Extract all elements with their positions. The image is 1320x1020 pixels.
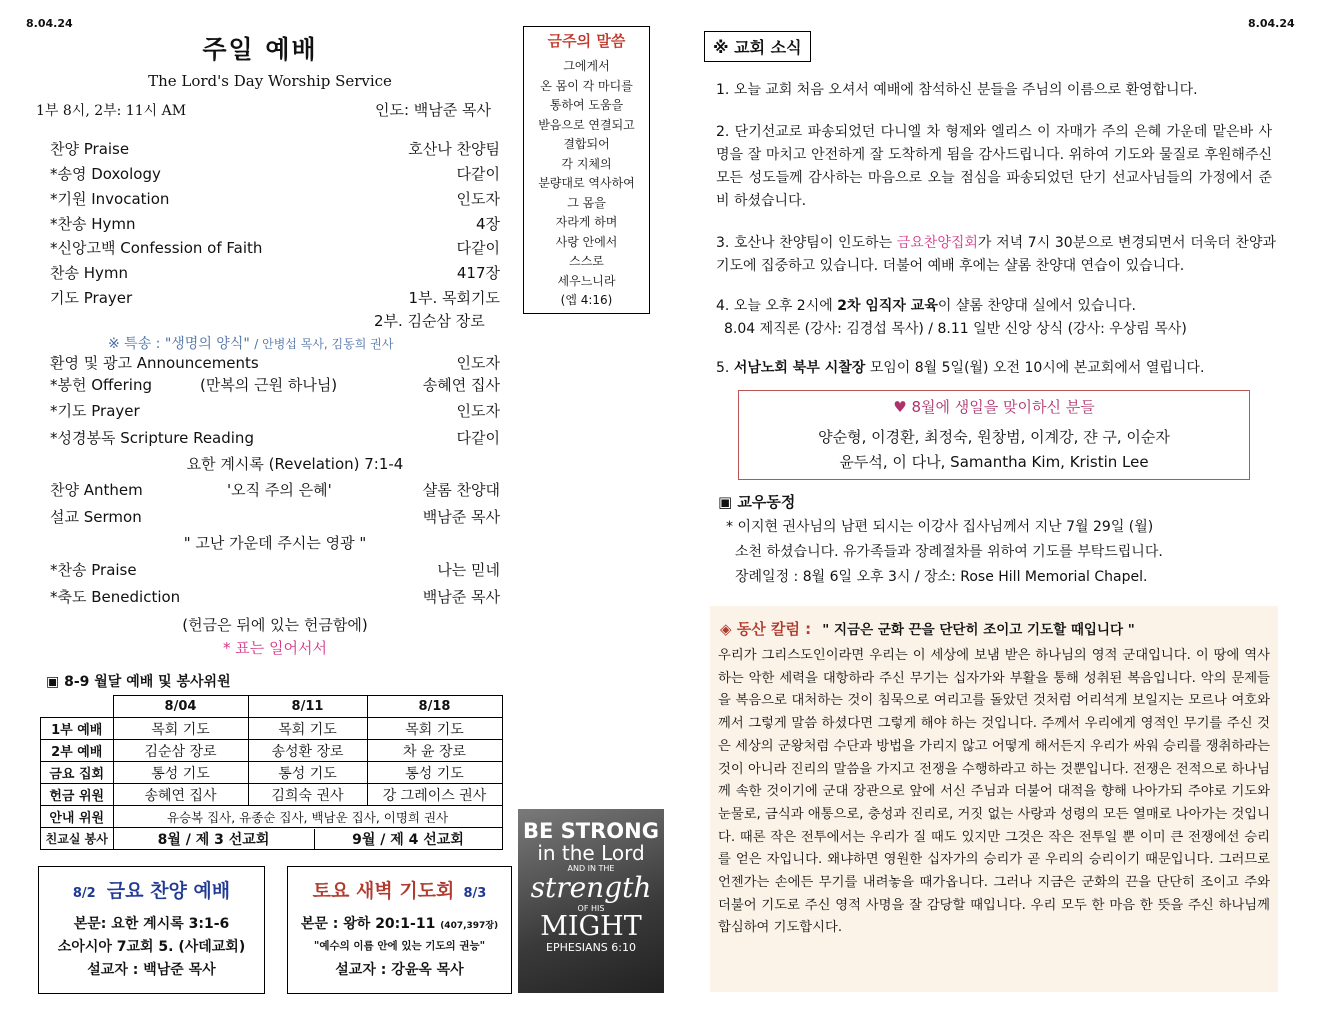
column-body: 우리가 그리스도인이라면 우리는 이 세상에 보냄 받은 하나님의 영적 군대입니다. 이 땅에 역사하는 악한 세력을 대항하라 주신 무기는 십자가와 부활을 통해 성취된 복음입니다. 악의 문제들을 복음으로 대처하는 것이 침묵으로 여리고를 돌았던 것처럼 어리석게 보일지는 모르나 여호와께서 그렇게 말씀 하셨다면 그렇게 해야 하는 것입니다. 주께서 우리에게 영적인 무기를 주신 것은 세상의 군왕처럼 수단과 방법을 가리지 않고 어떻게 해서든지 우리가 싸워 승리를 쟁취하라는 것이 아니라 진리의 말씀을 가지고 전쟁을 수행하라고 하는 것뿐입니다. 전쟁은 전적으로 하나님께 속한 것이기에 군대 장관으로 앞에 서신 주님과 더불어 대적을 향해 나아가되 주야로 기도와 눈물로, 금식과 애통으로, 충성과 진리로, 거짓 없는 사랑과 성령의 모든 열매로 나아가는 것입니다. 때론 작은 전투에서는 우리가 질 때도 있지만 그것은 작은 전투일 뿐 이미 큰 전쟁에선 승리를 얻은 자입니다. 왜냐하면 영원한 십자가의 승리가 곧 우리의 승리이기 때문입니다. 그러므로 언젠가는 손에든 무기를 내려놓을 때가옵니다. 그러나 지금은 군화의 끈을 단단히 조이고 주와 더불어 기도로 주신 영적 사명을 잘 감당할 때입니다. 우리 모두 한 마음 한 뜻을 주신 하나님께 합심하여 기도합시다.: [718, 648, 1270, 936]
verse-line: 통하여 도움을: [549, 98, 624, 112]
table-cell: 통성 기도: [113, 762, 248, 784]
schedule-heading: ▣ 8-9 월달 예배 및 봉사위원: [46, 674, 231, 690]
table-cell: 목회 기도: [113, 718, 248, 740]
verse-line: 그 몸을: [567, 195, 606, 210]
table-header: 8/04: [113, 696, 248, 718]
order-item: 환영 및 광고 Announcements 인도자: [50, 354, 500, 372]
row-label: 1부 예배: [41, 718, 114, 740]
table-header: 8/11: [248, 696, 367, 718]
table-cell: 목회 기도: [248, 718, 367, 740]
poster-line: AND IN THE: [567, 864, 615, 873]
table-cell: 통성 기도: [248, 762, 367, 784]
service-times: 1부 8시, 2부: 11시 AM: [36, 103, 187, 119]
birthday-names: 양순형, 이경환, 최정숙, 원창범, 이계강, 쟌 구, 이순자: [818, 428, 1170, 446]
offering-note: (헌금은 뒤에 있는 헌금함에): [182, 616, 368, 634]
saturday-prayer-box: [287, 866, 512, 994]
friday-text: 본문: 요한 계시록 3:1-6: [73, 916, 230, 932]
table-cell: 김희숙 권사: [248, 784, 367, 806]
row-label: 금요 집회: [41, 762, 114, 784]
birthday-box: [738, 390, 1250, 480]
page-subtitle: The Lord's Day Worship Service: [148, 72, 392, 90]
order-item: *찬송 Praise 나는 믿네: [50, 561, 500, 579]
news-item-5: 5. 서남노회 북부 시찰장 모임이 8월 5일(월) 오전 10시에 본교회에서 열립니다.: [716, 360, 1205, 376]
poster-line: in the Lord: [537, 841, 645, 865]
condolence-line: 소천 하셨습니다. 유가족들과 장례절차를 위하여 기도를 부탁드립니다.: [735, 544, 1163, 560]
verse-title: 금주의 말씀: [547, 32, 626, 50]
page-title: 주일 예배: [202, 35, 318, 64]
verse-line: 결합되어: [563, 137, 610, 151]
order-item: *송영 Doxology 다같이: [50, 165, 500, 183]
sermon-title: " 고난 가운데 주시는 영광 ": [183, 534, 367, 552]
verse-line: 받음으로 연결되고: [538, 117, 635, 132]
poster-line: EPHESIANS 6:10: [546, 941, 636, 954]
column-box: [710, 606, 1278, 992]
condolence-line: * 이지현 권사님의 남편 되시는 이강사 집사님께서 지난 7월 29일 (월): [726, 519, 1154, 535]
verse-line: (엡 4:16): [560, 293, 613, 307]
verse-line: 그에게서: [563, 59, 610, 73]
table-cell: 송혜연 집사: [113, 784, 248, 806]
verse-line: 온 몸이 각 마디를: [540, 78, 633, 93]
table-row: [41, 696, 503, 718]
row-label: 2부 예배: [41, 740, 114, 762]
sermon-item: 설교 Sermon 백남준 목사: [50, 508, 500, 526]
table-row: [41, 806, 503, 828]
order-item: *축도 Benediction 백남준 목사: [50, 588, 500, 606]
date-right: 8.04.24: [1248, 17, 1295, 30]
table-cell: 강 그레이스 권사: [367, 784, 502, 806]
table-header: 8/18: [367, 696, 502, 718]
verse-line: 분량대로 역사하여: [538, 176, 635, 190]
news-item-4: 4. 오늘 오후 2시에 2차 임직자 교육이 샬롬 찬양대 실에서 있습니다.: [716, 298, 1136, 314]
table-cell: 김순삼 장로: [113, 740, 248, 762]
news-item-2: 2. 단기선교로 파송되었던 다니엘 차 형제와 엘리스 이 자매가 주의 은혜 가운데 맡은바 사명을 잘 마치고 안전하게 잘 도착하게 됨을 감사드립니다. 위하여 기도와 물질로 후원해주신 모든 성도들께 감사하는 마음으로 오늘 점심을 파송되었던 단기 선교사님들의 가정에서 준비 하셨습니다.: [716, 124, 1272, 209]
verse-line: 세우느니라: [557, 273, 616, 288]
order-item: *성경봉독 Scripture Reading 다같이: [50, 429, 500, 447]
saturday-theme: "예수의 이름 안에 있는 기도의 권능": [313, 940, 486, 952]
table-row: [41, 784, 503, 806]
table-cell: 통성 기도: [367, 762, 502, 784]
friday-place: 소아시아 7교회 5. (사데교회): [57, 939, 246, 955]
condolence-line: 장례일정 : 8월 6일 오후 3시 / 장소: Rose Hill Memorial Chapel.: [735, 569, 1148, 585]
condolence-heading: ▣ 교우동정: [718, 493, 796, 511]
be-strong-poster: [518, 809, 664, 993]
table-row: [41, 718, 503, 740]
table-row: [41, 828, 503, 850]
order-item: *봉헌 Offering (만복의 근원 하나님) 송혜연 집사: [50, 376, 500, 394]
prayer-second-service: 2부. 김순삼 장로: [374, 312, 485, 330]
verse-line: 자라게 하며: [555, 215, 618, 229]
table-cell: 송성환 장로: [248, 740, 367, 762]
row-label: 헌금 위원: [41, 784, 114, 806]
table-row: [41, 740, 503, 762]
news-item-1: 1. 오늘 교회 처음 오셔서 예배에 참석하신 분들을 주님의 이름으로 환영합니다.: [716, 82, 1198, 98]
saturday-preacher: 설교자 : 강윤옥 목사: [335, 962, 464, 978]
anthem-item: 찬양 Anthem '오직 주의 은혜' 샬롬 찬양대: [50, 481, 500, 499]
table-cell: 유승복 집사, 유종순 집사, 백남운 집사, 이명희 권사: [113, 806, 502, 828]
row-label: 친교실 봉사: [41, 828, 114, 850]
news-heading: ※ 교회 소식: [704, 31, 811, 62]
friday-worship-box: [38, 866, 265, 994]
scripture-reference: 요한 계시록 (Revelation) 7:1-4: [186, 455, 404, 473]
order-item: 찬송 Hymn 417장: [50, 264, 500, 282]
table-cell: 차 윤 장로: [367, 740, 502, 762]
poster-line: BE STRONG: [523, 819, 659, 843]
worship-leader: 인도: 백남준 목사: [375, 101, 492, 119]
date-left: 8.04.24: [26, 17, 73, 30]
poster-line: strength: [530, 871, 652, 904]
poster-line: MIGHT: [540, 911, 642, 942]
column-heading: ◈ 동산 칼럼 : " 지금은 군화 끈을 단단히 조이고 기도할 때입니다 ": [720, 620, 1135, 638]
table-row: [41, 762, 503, 784]
friday-preacher: 설교자 : 백남준 목사: [87, 962, 216, 978]
order-item: *찬송 Hymn 4장: [50, 215, 500, 233]
saturday-text: 본문 : 왕하 20:1-11 (407,397장): [300, 916, 499, 932]
table-corner: [41, 696, 114, 718]
serve-september: 9월 / 제 4 선교회: [352, 831, 464, 848]
stand-note: * 표는 일어서서: [223, 639, 327, 657]
birthday-title: ♥ 8월에 생일을 맞이하신 분들: [893, 398, 1095, 416]
order-item: 찬양 Praise 호산나 찬양팀: [50, 140, 500, 158]
table-cell: [113, 828, 502, 850]
order-item: *신앙고백 Confession of Faith 다같이: [50, 239, 500, 257]
news-item-3: 3. 호산나 찬양팀이 인도하는 금요찬양집회가 저녁 7시 30분으로 변경되면서 더욱더 찬양과 기도에 집중하고 있습니다. 더불어 예배 후에는 샬롬 찬양대 연습이 있습니다.: [716, 235, 1276, 274]
table-cell: 목회 기도: [367, 718, 502, 740]
order-item: *기도 Prayer 인도자: [50, 402, 500, 420]
friday-heading: 8/2 금요 찬양 예배: [72, 880, 231, 902]
news-item-4-detail: 8.04 제직론 (강사: 김경섭 목사) / 8.11 일반 신앙 상식 (강사: 우상림 목사): [724, 321, 1187, 337]
verse-line: 사랑 안에서: [555, 234, 618, 249]
order-item: 기도 Prayer 1부. 목회기도: [50, 289, 500, 307]
order-item: *기원 Invocation 인도자: [50, 190, 500, 208]
poster-line: OF HIS: [577, 904, 605, 913]
verse-line: 각 지체의: [561, 156, 612, 171]
saturday-heading: 토요 새벽 기도회 8/3: [312, 880, 487, 902]
schedule-table: [40, 695, 503, 850]
birthday-names: 윤두석, 이 다나, Samantha Kim, Kristin Lee: [839, 453, 1149, 471]
serve-august: 8월 / 제 3 선교회: [114, 829, 315, 849]
verse-line: 스스로: [569, 254, 604, 268]
row-label: 안내 위원: [41, 806, 114, 828]
weekly-verse-box: [523, 26, 650, 314]
special-song: ※ 특송 : "생명의 양식" / 안병섭 목사, 김동희 권사: [108, 336, 394, 352]
